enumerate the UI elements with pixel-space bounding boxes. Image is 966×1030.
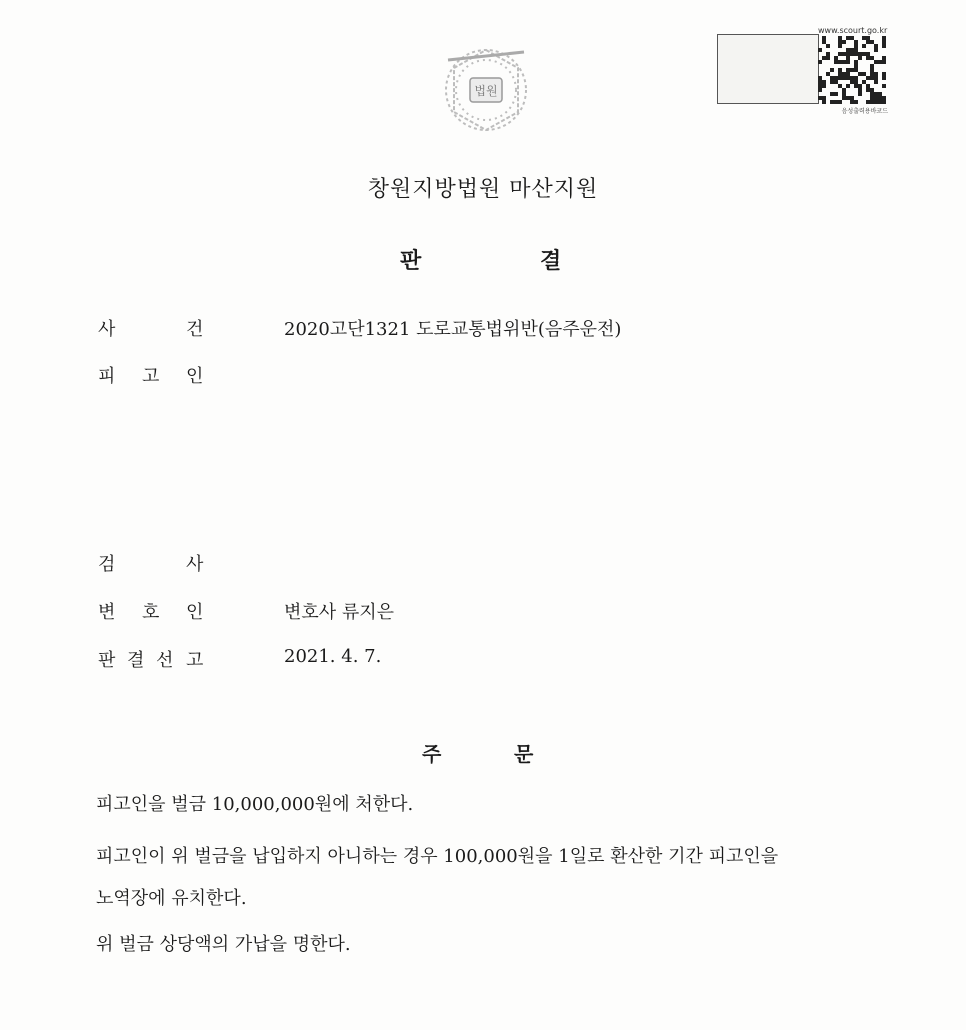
document-title-left: 판 xyxy=(400,249,422,274)
case-label: 사 건 xyxy=(98,319,204,340)
order-line: 위 벌금 상당액의 가납을 명한다. xyxy=(96,934,351,955)
barcode-url: www.scourt.go.kr xyxy=(818,26,888,35)
order-title-left: 주 xyxy=(422,742,442,766)
defendant-label: 피 고 인 xyxy=(98,366,204,387)
prosecutor-label: 검 사 xyxy=(98,554,204,575)
verdict-date-value: 2021. 4. 7. xyxy=(284,646,382,667)
order-line: 노역장에 유치한다. xyxy=(96,888,247,909)
order-title-right: 문 xyxy=(514,742,534,766)
counsel-label: 변 호 인 xyxy=(98,602,204,623)
order-line: 피고인이 위 벌금을 납입하지 아니하는 경우 100,000원을 1일로 환산한 기간 피고인을 xyxy=(96,846,779,867)
order-line: 피고인을 벌금 10,000,000원에 처한다. xyxy=(96,794,414,815)
court-seal-icon xyxy=(430,42,542,134)
barcode-caption: 음성출력용바코드 xyxy=(841,108,888,115)
qr-code-icon xyxy=(818,36,886,104)
barcode-placeholder-box xyxy=(717,34,819,104)
counsel-value: 변호사 류지은 xyxy=(284,602,395,623)
case-value: 2020고단1321 도로교통법위반(음주운전) xyxy=(284,319,622,340)
seal-text: 법원 xyxy=(474,84,498,98)
document-title-right: 결 xyxy=(540,249,562,274)
court-name: 창원지방법원 마산지원 xyxy=(367,177,599,202)
verdict-date-label: 판 결 선 고 xyxy=(98,650,204,671)
